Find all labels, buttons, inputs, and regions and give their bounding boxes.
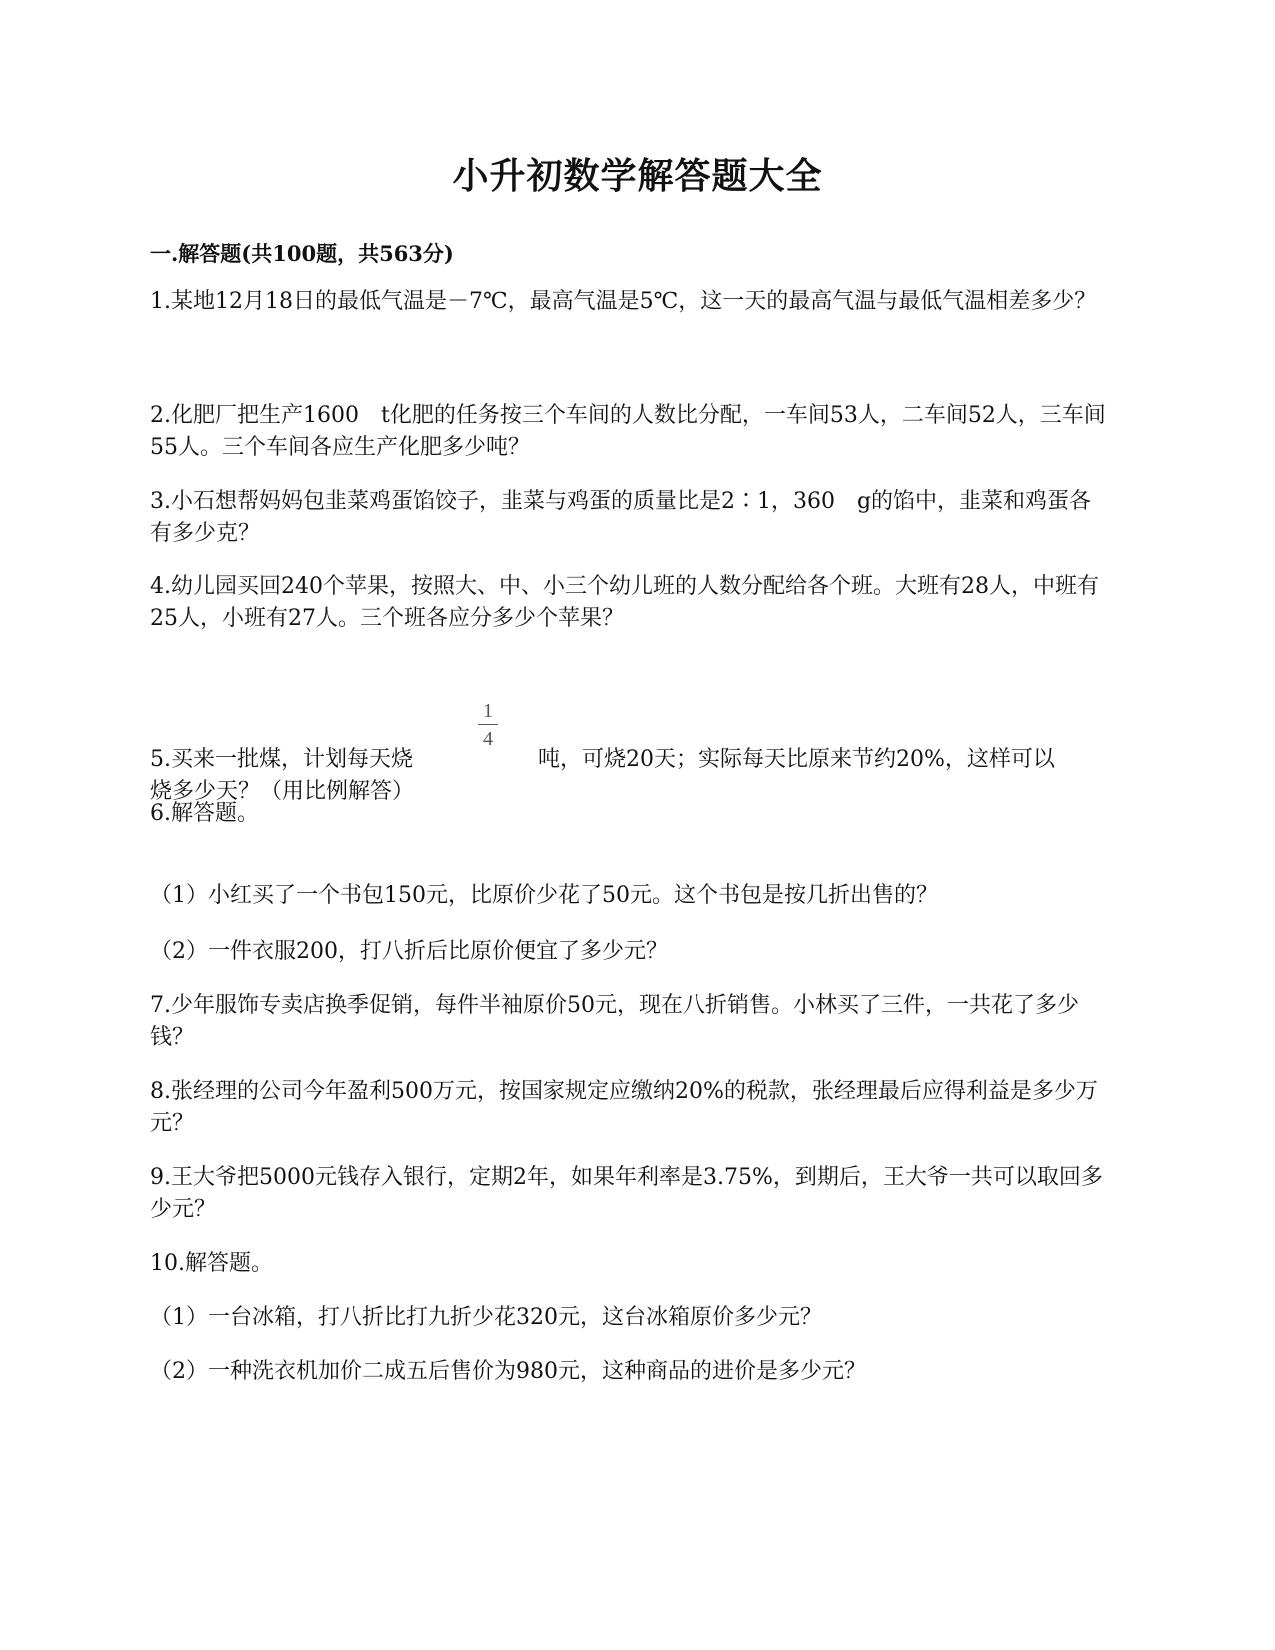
question-1: 1.某地12月18日的最低气温是－7℃，最高气温是5℃，这一天的最高气温与最低气温相差多少？ xyxy=(150,289,1097,314)
question-10: 10.解答题。 xyxy=(150,1251,273,1276)
question-10-part-2: （2）一种洗衣机加价二成五后售价为980元，这种商品的进价是多少元？ xyxy=(150,1359,866,1384)
fraction-numerator: 1 xyxy=(483,700,493,722)
question-6: 6.解答题。 xyxy=(150,801,259,826)
section-heading: 一.解答题(共100题，共563分) xyxy=(150,241,454,266)
question-8: 8.张经理的公司今年盈利500万元，按国家规定应缴纳20%的税款，张经理最后应得利益是多少万元？ xyxy=(150,1079,1098,1136)
page-title: 小升初数学解答题大全 xyxy=(452,155,823,197)
question-5-fraction xyxy=(476,700,500,750)
fraction-denominator: 4 xyxy=(483,728,493,750)
question-2: 2.化肥厂把生产1600 t化肥的任务按三个车间的人数比分配，一车间53人，二车间52人，三车间55人。三个车间各应生产化肥多少吨？ xyxy=(150,403,1106,460)
question-3: 3.小石想帮妈妈包韭菜鸡蛋馅饺子，韭菜与鸡蛋的质量比是2∶1，360 g的馅中，韭菜和鸡蛋各有多少克？ xyxy=(150,489,1092,546)
question-5-line-2: 烧多少天？（用比例解答） xyxy=(150,779,415,804)
question-7: 7.少年服饰专卖店换季促销，每件半袖原价50元，现在八折销售。小林买了三件，一共花了多少钱？ xyxy=(150,993,1079,1050)
question-5-text-after: 吨，可烧20天；实际每天比原来节约20%，这样可以 xyxy=(538,747,1055,772)
question-6-part-1: （1）小红买了一个书包150元，比原价少花了50元。这个书包是按几折出售的？ xyxy=(150,883,938,908)
question-6-part-2: （2）一件衣服200，打八折后比原价便宜了多少元？ xyxy=(150,939,668,964)
question-5-text-before: 5.买来一批煤，计划每天烧 xyxy=(150,747,413,772)
question-10-part-1: （1）一台冰箱，打八折比打九折少花320元，这台冰箱原价多少元？ xyxy=(150,1305,822,1330)
fraction-bar xyxy=(478,724,498,725)
question-4: 4.幼儿园买回240个苹果，按照大、中、小三个幼儿班的人数分配给各个班。大班有28人，中班有25人，小班有27人。三个班各应分多少个苹果？ xyxy=(150,574,1099,631)
question-9: 9.王大爷把5000元钱存入银行，定期2年，如果年利率是3.75%，到期后，王大爷一共可以取回多少元？ xyxy=(150,1165,1103,1222)
